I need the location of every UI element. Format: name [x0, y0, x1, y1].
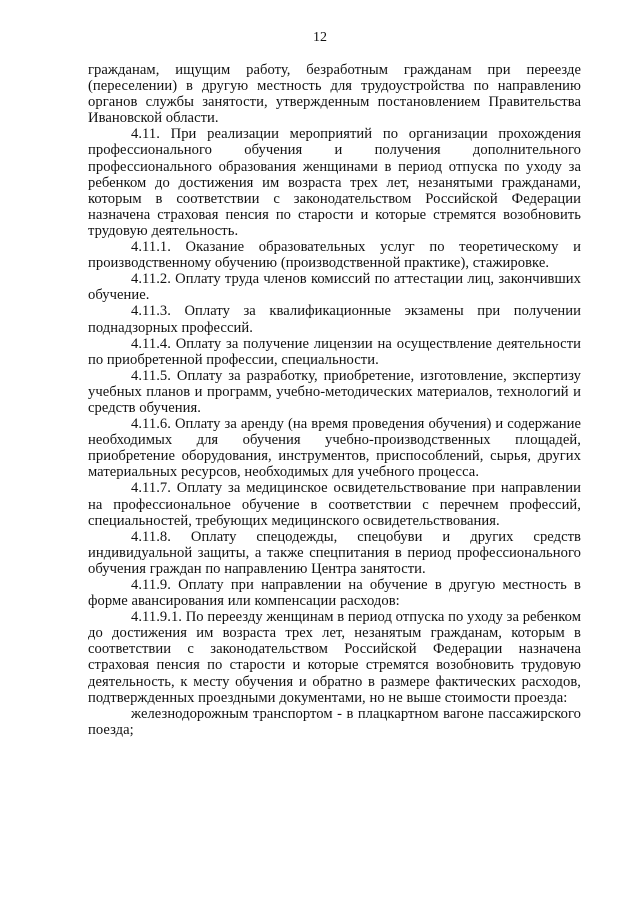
paragraph-4-11-1: 4.11.1. Оказание образовательных услуг по теоретическому и производственному обучению (производственной практике), стажировке.	[88, 239, 581, 272]
paragraph-continuation: гражданам, ищущим работу, безработным гражданам при переезде (переселении) в другую местность для трудоустройства по направлению органов службы занятости, утвержденным постановлением Правительства Ивановской области.	[88, 62, 581, 127]
paragraph-4-11-2: 4.11.2. Оплату труда членов комиссий по аттестации лиц, закончивших обучение.	[88, 271, 581, 304]
paragraph-4-11-8: 4.11.8. Оплату спецодежды, спецобуви и других средств индивидуальной защиты, а также спецпитания в период профессионального обучения граждан по направлению Центра занятости.	[88, 528, 581, 577]
paragraph-railway-transport: железнодорожным транспортом - в плацкартном вагоне пассажирского поезда;	[88, 705, 581, 738]
paragraph-4-11-9: 4.11.9. Оплату при направлении на обучение в другую местность в форме авансирования или компенсации расходов:	[88, 577, 581, 610]
paragraph-4-11-6: 4.11.6. Оплату за аренду (на время проведения обучения) и содержание необходимых для обучения учебно-производственных площадей, приобретение оборудования, инструментов, приспособлений, сырья, других материальных ресурсов, необходимых для учебного процесса.	[88, 416, 581, 481]
paragraph-4-11-9-1: 4.11.9.1. По переезду женщинам в период отпуска по уходу за ребенком до достижения им возраста трех лет, незанятым гражданам, которым в соответствии с законодательством Российской Федерации назначена страховая пенсия по старости и которые стремятся возобновить трудовую деятельность, к месту обучения и обратно в размере фактических расходов, подтвержденных проездными документами, но не выше стоимости проезда:	[88, 609, 581, 706]
paragraph-4-11: 4.11. При реализации мероприятий по организации прохождения профессионального обучения и получения дополнительного профессионального образования женщинами в период отпуска по уходу за ребенком до достижения им возраста трех лет, незанятыми гражданами, которым в соответствии с законодательством Российской Федерации назначена страховая пенсия по старости и которые стремятся возобновить трудовую деятельность.	[88, 126, 581, 239]
page-number: 12	[313, 30, 327, 45]
paragraph-4-11-5: 4.11.5. Оплату за разработку, приобретение, изготовление, экспертизу учебных планов и программ, учебно-методических материалов, технологий и средств обучения.	[88, 367, 581, 416]
document-body	[88, 62, 581, 738]
paragraph-4-11-3: 4.11.3. Оплату за квалификационные экзамены при получении поднадзорных профессий.	[88, 303, 581, 336]
paragraph-4-11-7: 4.11.7. Оплату за медицинское освидетельствование при направлении на профессиональное обучение в соответствии с перечнем профессий, специальностей, требующих медицинского освидетельствования.	[88, 480, 581, 529]
paragraph-4-11-4: 4.11.4. Оплату за получение лицензии на осуществление деятельности по приобретенной профессии, специальности.	[88, 335, 581, 368]
